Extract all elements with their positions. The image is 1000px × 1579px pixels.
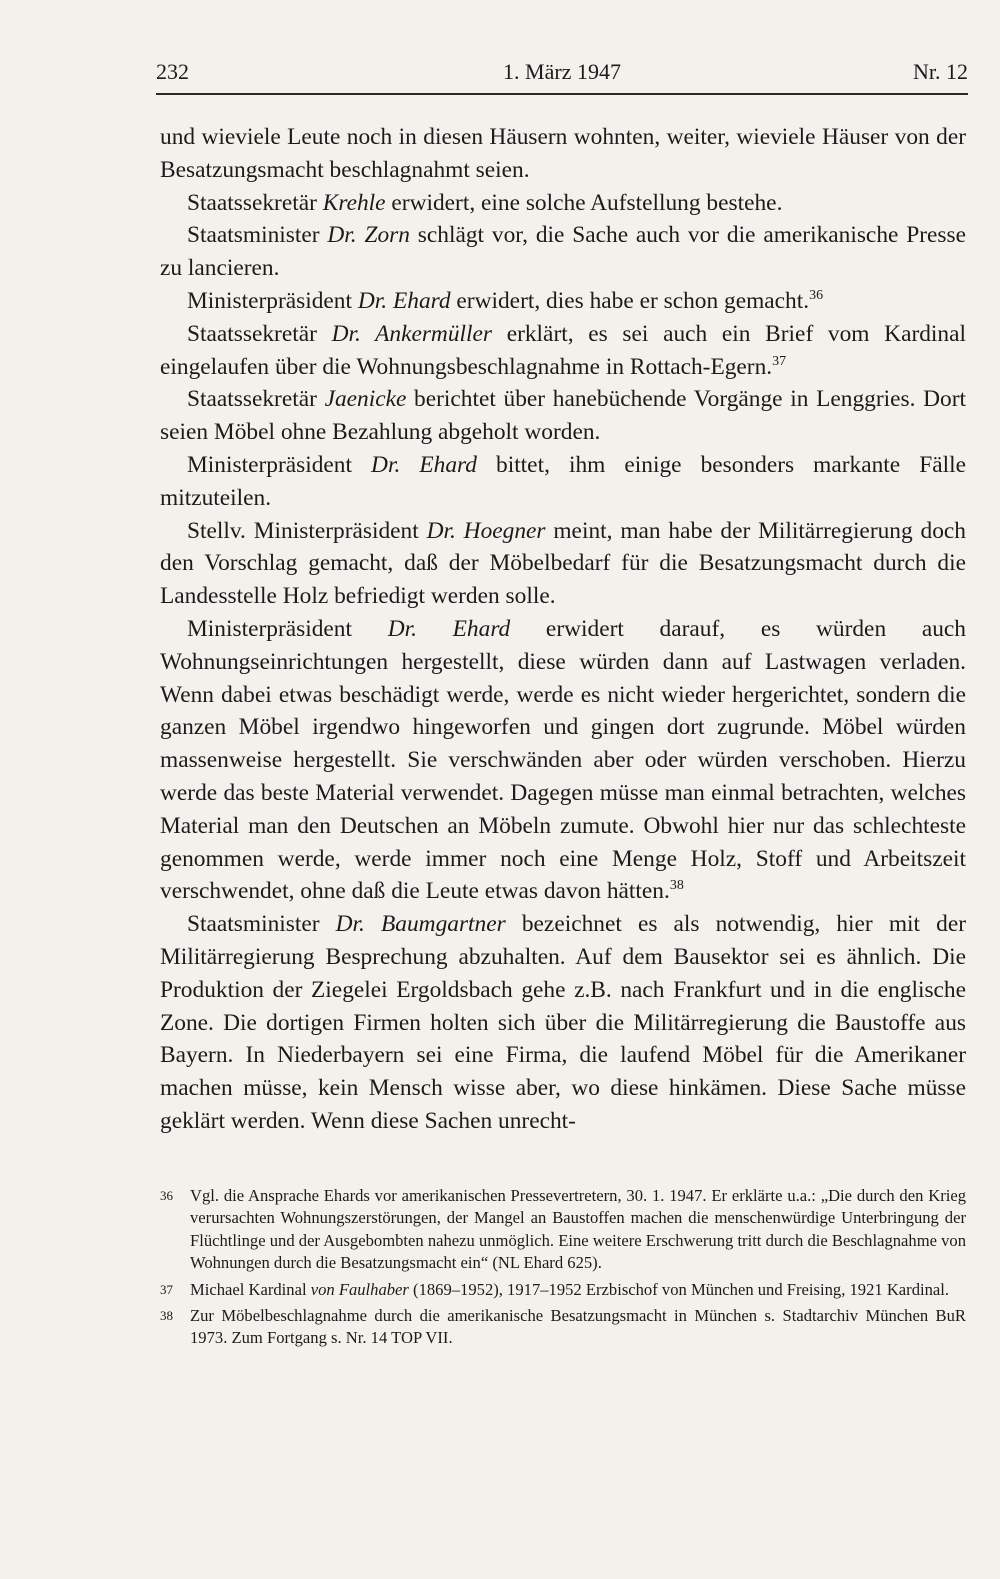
- footnotes: [160, 1185, 966, 1354]
- person-name: von Faulhaber: [310, 1279, 409, 1299]
- footnote-marker[interactable]: 37: [772, 353, 787, 369]
- person-name: Dr. Baumgartner: [335, 911, 506, 938]
- footnote: [160, 1185, 966, 1275]
- person-name: Dr. Ehard: [387, 615, 511, 642]
- footnote-marker[interactable]: 36: [809, 287, 824, 303]
- paragraph: Staatssekretär Jaenicke berichtet über hanebüchende Vorgänge in Lenggries. Dort seien Möbel ohne Bezahlung abgeholt worden.: [160, 386, 966, 446]
- paragraph: Ministerpräsident Dr. Ehard erwidert, dies habe er schon gemacht.$^{36}$: [187, 287, 824, 314]
- footnote: [160, 1305, 966, 1350]
- footnote-number: 37: [160, 1281, 173, 1297]
- header-rule: [156, 93, 968, 95]
- header-issue-number: Nr. 12: [913, 59, 968, 84]
- paragraph: Stellv. Ministerpräsident Dr. Hoegner meint, man habe der Militärregierung doch den Vorschlag gemacht, daß der Möbelbedarf für die Besatzungsmacht durch die Landesstelle Holz befriedigt werden solle.: [160, 517, 966, 610]
- paragraph: Staatssekretär Krehle erwidert, eine solche Aufstellung bestehe.: [187, 189, 783, 216]
- paragraph: Staatssekretär Dr. Ankermüller erklärt, es sei auch ein Brief vom Kardinal eingelaufen über die Wohnungsbeschlagnahme in Rottach-Egern.$^{37}$: [160, 320, 967, 380]
- paragraph: Staatsminister Dr. Baumgartner bezeichnet es als notwendig, hier mit der Militärregierung Besprechung abzuhalten. Auf dem Bausektor sei es ähnlich. Die Produktion der Ziegelei Ergoldsbach gehe z.B. nach Frankfurt und in die englische Zone. Die dortigen Firmen holten sich über die Militärregierung die Baustoffe aus Bayern. In Niederbayern sei eine Firma, die laufend Möbel für die Amerikaner machen müsse, kein Mensch wisse aber, wo diese hinkämen. Diese Sache müsse geklärt werden. Wenn diese Sachen unrecht-: [160, 911, 966, 1134]
- footnote-text: Zur Möbelbeschlagnahme durch die amerikanische Besatzungsmacht in München s. Stadtarchiv München BuR 1973. Zum Fortgang s. Nr. 14 TOP VII.: [190, 1306, 966, 1348]
- person-name: Dr. Hoegner: [426, 517, 546, 544]
- footnote-marker[interactable]: 38: [669, 878, 684, 894]
- page-number: 232: [156, 59, 189, 84]
- person-name: Krehle: [322, 189, 386, 216]
- person-name: Dr. Ehard: [357, 287, 451, 314]
- paragraph: und wieviele Leute noch in diesen Häusern wohnten, weiter, wieviele Häuser von der Besatzungsmacht beschlagnahmt seien.: [160, 124, 966, 183]
- header-date: 1. März 1947: [503, 59, 621, 84]
- footnote: 37 Michael Kardinal von Faulhaber (1869–1952), 1917–1952 Erzbischof von München und Freising, 1921 Kardinal.: [160, 1279, 966, 1301]
- footnote-number: 38: [160, 1308, 173, 1324]
- paragraph: Ministerpräsident Dr. Ehard bittet, ihm einige besonders markante Fälle mitzuteilen.: [160, 451, 966, 511]
- paragraph: Staatsminister Dr. Zorn schlägt vor, die Sache auch vor die amerikanische Presse zu lancieren.: [160, 222, 966, 282]
- paragraph: Ministerpräsident Dr. Ehard erwidert darauf, es würden auch Wohnungseinrichtungen hergestellt, diese würden dann auf Lastwagen verladen. Wenn dabei etwas beschädigt werde, werde es nicht wieder hergerichtet, sondern die ganzen Möbel irgendwo hingeworfen und gingen dort zugrunde. Möbel würden massenweise hergestellt. Sie verschwänden aber oder würden verschoben. Hierzu werde das beste Material verwendet. Dagegen müsse man einmal betrachten, welches Material man den Deutschen an Möbeln zumute. Obwohl hier nur das schlechteste genommen werde, werde immer noch eine Menge Holz, Stoff und Arbeitszeit verschwendet, ohne daß die Leute etwas davon hätten.$^{38}$: [160, 615, 966, 905]
- footnote-text: Vgl. die Ansprache Ehards vor amerikanischen Pressevertretern, 30. 1. 1947. Er erklärte u.a.: „Die durch den Krieg verursachten Wohnungszerstörungen, der Mangel an Baustoffen machen die menschenwürdige Unterbringung der Flüchtlinge und der Ausgebombten nahezu unmöglich. Eine weitere Erschwerung tritt durch die Beschlagnahme von Wohnungen durch die Besatzungsmacht ein“ (NL Ehard 625).: [190, 1186, 967, 1273]
- person-name: Dr. Ankermüller: [331, 320, 493, 347]
- footnote-number: 36: [160, 1188, 173, 1203]
- person-name: Jaenicke: [324, 386, 407, 413]
- main-text: [160, 121, 966, 1138]
- person-name: Dr. Zorn: [327, 222, 410, 249]
- person-name: Dr. Ehard: [371, 451, 477, 478]
